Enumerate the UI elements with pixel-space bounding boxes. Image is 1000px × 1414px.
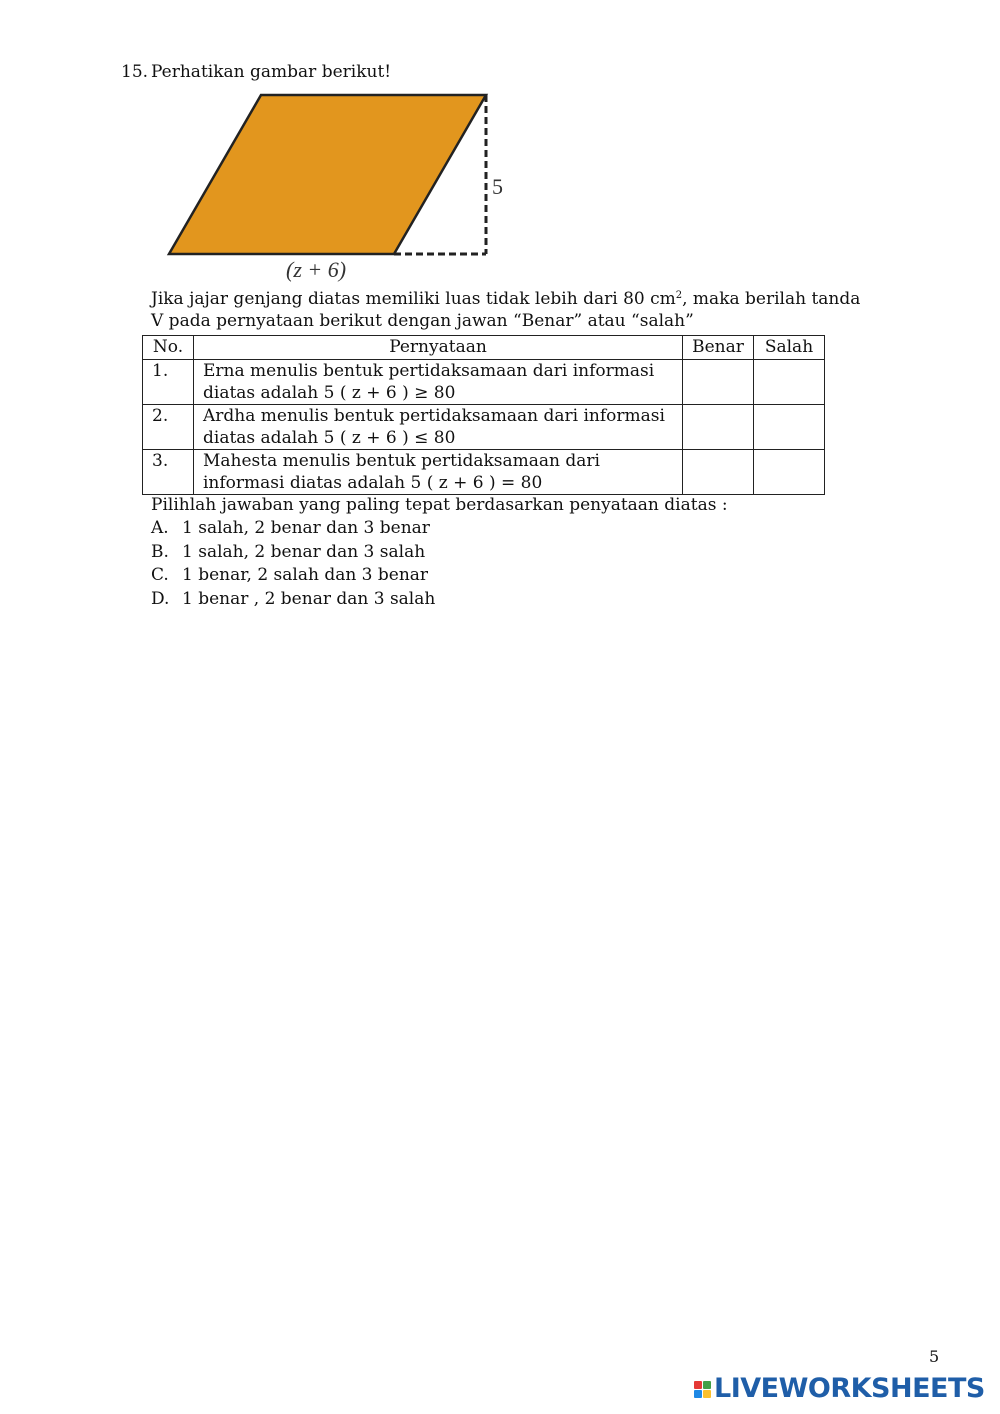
option-b[interactable]	[151, 541, 435, 565]
question-prompt: Perhatikan gambar berikut!	[151, 62, 392, 82]
benar-cell[interactable]	[683, 450, 754, 495]
table-row	[143, 405, 825, 450]
choose-instruction: Pilihlah jawaban yang paling tepat berdasarkan penyataan diatas :	[151, 495, 728, 515]
paragraph-text-1: Jika jajar genjang diatas memiliki luas tidak lebih dari 80 cm	[151, 289, 676, 309]
benar-cell[interactable]	[683, 405, 754, 450]
row-number: 2.	[143, 405, 194, 450]
header-no: No.	[143, 336, 194, 360]
salah-cell[interactable]	[754, 360, 825, 405]
paragraph-text-2: , maka berilah tanda V pada pernyataan berikut dengan jawan “Benar” atau “salah”	[151, 289, 861, 331]
option-text: 1 benar, 2 salah dan 3 benar	[182, 565, 429, 585]
salah-cell[interactable]	[754, 450, 825, 495]
brand-wordmark: LIVEWORKSHEETS	[714, 1373, 985, 1404]
superscript-two: 2	[675, 290, 683, 301]
header-statement: Pernyataan	[194, 336, 683, 360]
liveworksheets-brand[interactable]	[694, 1374, 985, 1404]
option-d[interactable]	[151, 588, 435, 612]
row-statement: Ardha menulis bentuk pertidaksamaan dari informasi diatas adalah 5 ( z + 6 ) ≤ 80	[194, 405, 683, 450]
option-text: 1 salah, 2 benar dan 3 benar	[182, 518, 430, 538]
table-header-row	[143, 336, 825, 360]
table-row	[143, 450, 825, 495]
table-row	[143, 360, 825, 405]
height-label: 5	[492, 174, 503, 199]
parallelogram-figure	[160, 86, 520, 286]
statement-table	[142, 335, 825, 495]
row-number: 1.	[143, 360, 194, 405]
option-letter: B.	[151, 541, 169, 562]
question-number: 15.	[121, 62, 149, 82]
parallelogram-shape	[169, 95, 486, 254]
row-statement: Erna menulis bentuk pertidaksamaan dari informasi diatas adalah 5 ( z + 6 ) ≥ 80	[194, 360, 683, 405]
row-statement: Mahesta menulis bentuk pertidaksamaan dari informasi diatas adalah 5 ( z + 6 ) = 80	[194, 450, 683, 495]
option-letter: D.	[151, 588, 170, 609]
option-a[interactable]	[151, 517, 435, 541]
question-header	[121, 61, 391, 83]
header-salah: Salah	[754, 336, 825, 360]
option-text: 1 salah, 2 benar dan 3 salah	[182, 541, 426, 562]
instruction-paragraph	[151, 288, 871, 332]
liveworksheets-logo-icon	[694, 1381, 711, 1398]
salah-cell[interactable]	[754, 405, 825, 450]
benar-cell[interactable]	[683, 360, 754, 405]
base-label: (z + 6)	[286, 257, 347, 282]
option-text: 1 benar , 2 benar dan 3 salah	[182, 588, 436, 609]
option-c[interactable]	[151, 564, 435, 588]
option-letter: C.	[151, 565, 169, 585]
row-number: 3.	[143, 450, 194, 495]
page-number: 5	[929, 1347, 940, 1366]
option-letter: A.	[151, 518, 169, 538]
header-benar: Benar	[683, 336, 754, 360]
answer-options	[151, 517, 435, 611]
